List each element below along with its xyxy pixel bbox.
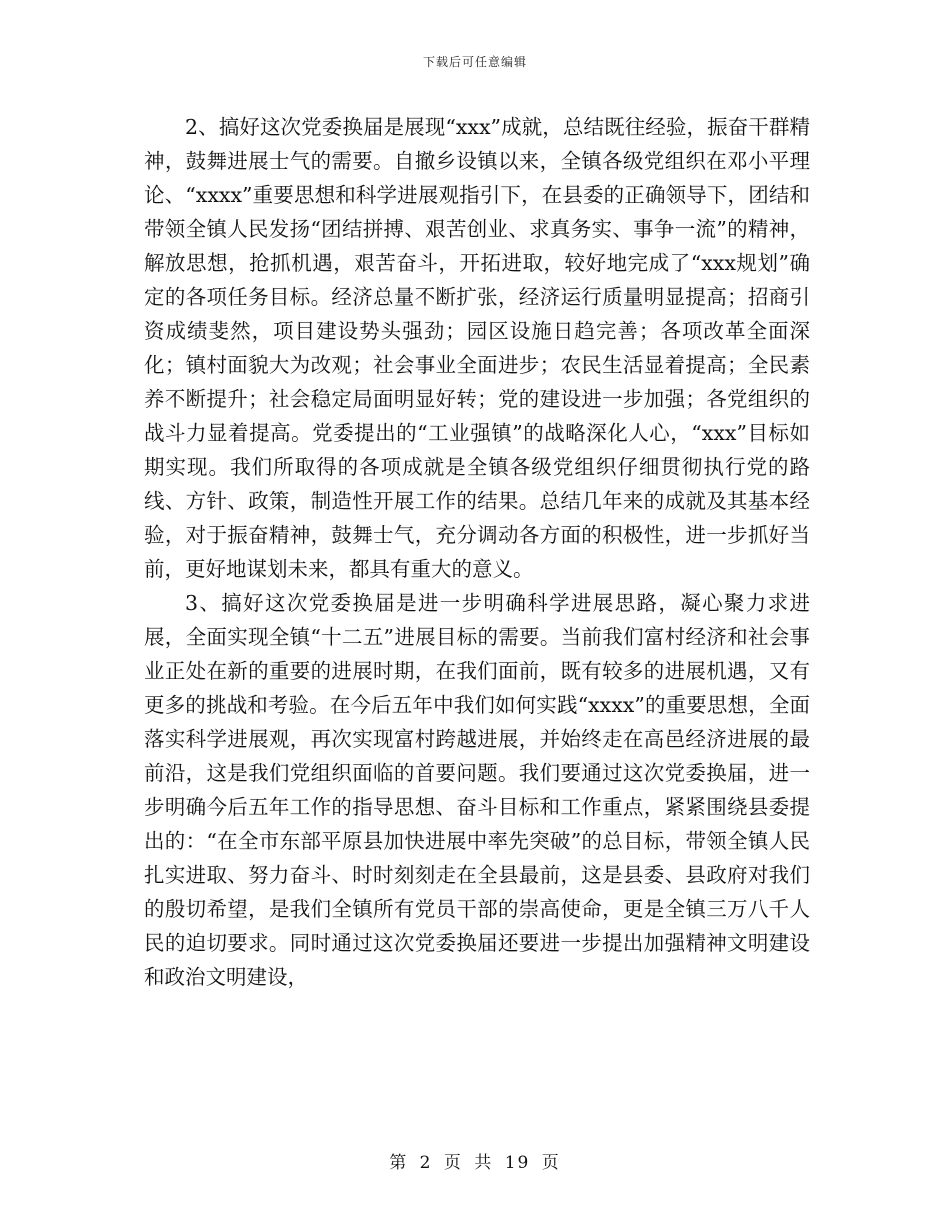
document-body: [144, 110, 810, 994]
paragraph-2: 2、搞好这次党委换届是展现“xxx”成就，总结既往经验，振奋干群精神，鼓舞进展士气的需要。自撤乡设镇以来，全镇各级党组织在邓小平理论、“xxxx”重要思想和科学进展观指引下，在县委的正确领导下，团结和带领全镇人民发扬“团结拼搏、艰苦创业、求真务实、事争一流”的精神，解放思想，抢抓机遇，艰苦奋斗，开拓进取，较好地完成了“xxx规划”确定的各项任务目标。经济总量不断扩张，经济运行质量明显提高；招商引资成绩斐然，项目建设势头强劲；园区设施日趋完善；各项改革全面深化；镇村面貌大为改观；社会事业全面进步；农民生活显着提高；全民素养不断提升；社会稳定局面明显好转；党的建设进一步加强；各党组织的战斗力显着提高。党委提出的“工业强镇”的战略深化人心，“xxx”目标如期实现。我们所取得的各项成就是全镇各级党组织仔细贯彻执行党的路线、方针、政策，制造性开展工作的结果。总结几年来的成就及其基本经验，对于振奋精神，鼓舞士气，充分调动各方面的积极性，进一步抓好当前，更好地谋划未来，都具有重大的意义。: [144, 115, 810, 581]
paragraph-3: 3、搞好这次党委换届是进一步明确科学进展思路，凝心聚力求进展，全面实现全镇“十二五”进展目标的需要。当前我们富村经济和社会事业正处在新的重要的进展时期，在我们面前，既有较多的进展机遇，又有更多的挑战和考验。在今后五年中我们如何实践“xxxx”的重要思想，全面落实科学进展观，再次实现富村跨越进展，并始终走在高邑经济进展的最前沿，这是我们党组织面临的首要问题。我们要通过这次党委换届，进一步明确今后五年工作的指导思想、奋斗目标和工作重点，紧紧围绕县委提出的：“在全市东部平原县加快进展中率先突破”的总目标，带领全镇人民扎实进取、努力奋斗、时时刻刻走在全县最前，这是县委、县政府对我们的殷切希望，是我们全镇所有党员干部的崇高使命，更是全镇三万八千人民的迫切要求。同时通过这次党委换届还要进一步提出加强精神文明建设和政治文明建设，: [144, 591, 810, 989]
page-header: 下载后可任意编辑: [422, 55, 527, 69]
page-footer: 第 2 页 共 19 页: [389, 1153, 561, 1173]
